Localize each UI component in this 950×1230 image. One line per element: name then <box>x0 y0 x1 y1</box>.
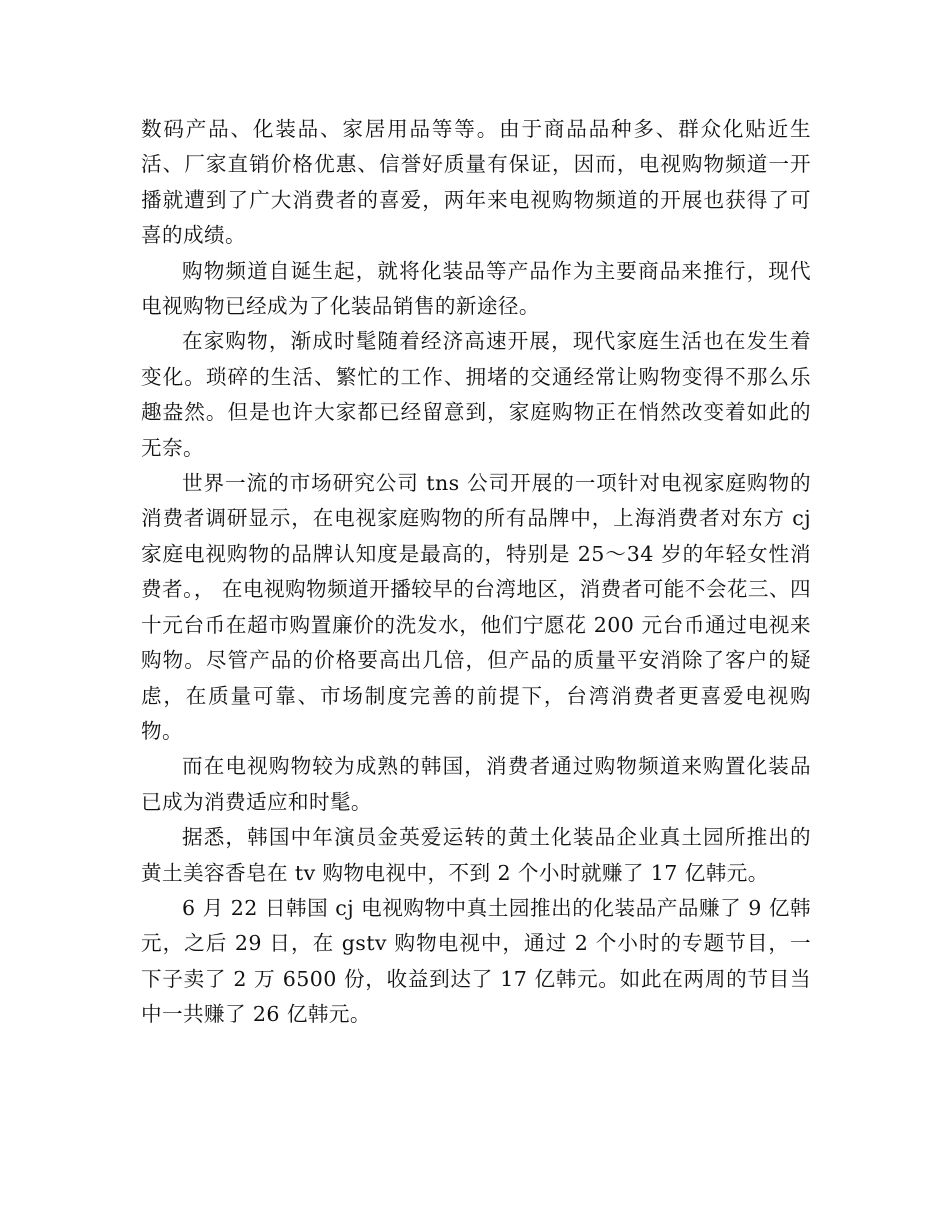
paragraph-korea: 而在电视购物较为成熟的韩国，消费者通过购物频道来购置化装品已成为消费适应和时髦。 <box>141 754 811 814</box>
paragraph-shopping-channel: 购物频道自诞生起，就将化装品等产品作为主要商品来推行，现代电视购物已经成为了化装品销售的新途径。 <box>141 258 811 319</box>
paragraph-reportedly: 据悉，韩国中年演员金英爱运转的黄土化装品企业真土园所推出的黄土美容香皂在 tv 购物电视中，不到 2 个小时就赚了 17 亿韩元。 <box>141 825 811 885</box>
paragraph-home-shopping: 在家购物，渐成时髦随着经济高速开展，现代家庭生活也在发生着变化。琐碎的生活、繁忙的工作、拥堵的交通经常让购物变得不那么乐趣盎然。但是也许大家都已经留意到，家庭购物正在悄然改变着如此的无奈。 <box>141 329 811 460</box>
paragraph-tns-survey: 世界一流的市场研究公司 tns 公司开展的一项针对电视家庭购物的消费者调研显示，在电视家庭购物的所有品牌中，上海消费者对东方 cj 家庭电视购物的品牌认知度是最高的，特别是 25～34 岁的年轻女性消费者。， 在电视购物频道开播较早的台湾地区，消费者可能不会花三、四十元台币在超市购置廉价的洗发水，他们宁愿花 200 元台币通过电视来购物。尽管产品的价格要高出几倍，但产品的质量平安消除了客户的疑虑，在质量可靠、市场制度完善的前提下，台湾消费者更喜爱电视购物。 <box>141 471 811 743</box>
document-page <box>141 112 811 1033</box>
paragraph-june-22: 6 月 22 日韩国 cj 电视购物中真土园推出的化装品产品赚了 9 亿韩元，之后 29 日，在 gstv 购物电视中，通过 2 个小时的专题节目，一下子卖了 2 万 6500 份，收益到达了 17 亿韩元。如此在两周的节目当中一共赚了 26 亿韩元。 <box>141 895 811 1027</box>
paragraph-continuation: 数码产品、化装品、家居用品等等。由于商品品种多、群众化贴近生活、厂家直销价格优惠、信誉好质量有保证，因而，电视购物频道一开播就遭到了广大消费者的喜爱，两年来电视购物频道的开展也获得了可喜的成绩。 <box>141 117 811 248</box>
